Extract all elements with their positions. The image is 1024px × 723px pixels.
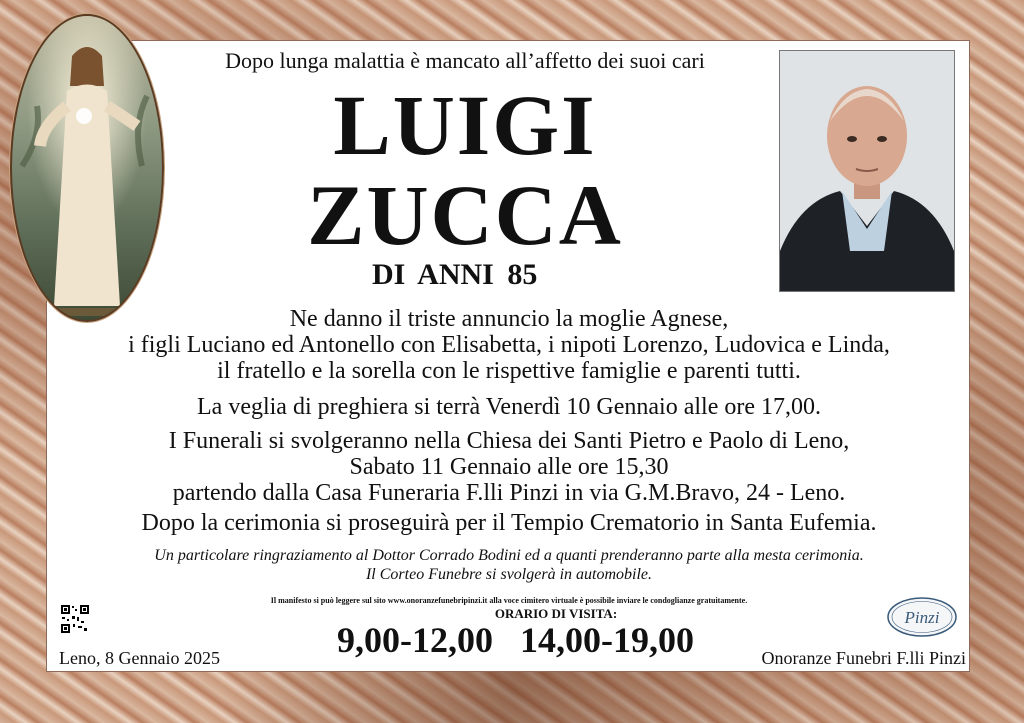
last-name: ZUCCA	[307, 167, 623, 263]
funeral-line: partendo dalla Casa Funeraria F.lli Pinzi in via G.M.Bravo, 24 - Leno.	[172, 480, 846, 506]
deceased-portrait	[779, 50, 955, 292]
funeral-line: I Funerali si svolgeranno nella Chiesa dei Santi Pietro e Paolo di Leno,	[168, 428, 850, 454]
funeral-line: Sabato 11 Gennaio alle ore 15,30	[349, 454, 669, 480]
announcement-line: il fratello e la sorella con le rispettive famiglie e parenti tutti.	[217, 358, 801, 384]
web-note: Il manifesto si può leggere sul sito www.onoranzefunebripinzi.it alla voce cimitero virtuale è possibile inviare le condoglianze gratuitamente.	[270, 596, 748, 605]
thanks-line: Il Corteo Funebre si svolgerà in automobile.	[365, 566, 653, 583]
visit-label: ORARIO DI VISITA:	[494, 606, 618, 621]
agency-name: Onoranze Funebri F.lli Pinzi	[761, 648, 966, 668]
vigil-line: La veglia di preghiera si terrà Venerdì 10 Gennaio alle ore 17,00.	[197, 394, 821, 420]
pinzi-logo-icon	[886, 596, 958, 638]
funeral-line: Dopo la cerimonia si proseguirà per il Tempio Crematorio in Santa Eufemia.	[141, 510, 877, 536]
visit-hours: 9,00-12,00 14,00-19,00	[337, 620, 694, 660]
logo-text: Pinzi	[904, 608, 940, 627]
place-date: Leno, 8 Gennaio 2025	[59, 648, 220, 668]
announcement-line: i figli Luciano ed Antonello con Elisabetta, i nipoti Lorenzo, Ludovica e Linda,	[128, 332, 890, 358]
intro-line: Dopo lunga malattia è mancato all’affetto dei suoi cari	[225, 48, 705, 73]
thanks-line: Un particolare ringraziamento al Dottor Corrado Bodini ed a quanti prenderanno parte alla mesta cerimonia.	[154, 547, 864, 564]
announcement-line: Ne danno il triste annuncio la moglie Agnese,	[289, 306, 729, 332]
first-name: LUIGI	[333, 77, 597, 173]
jesus-oval-icon	[10, 14, 164, 322]
age: DI ANNI 85	[372, 258, 538, 291]
